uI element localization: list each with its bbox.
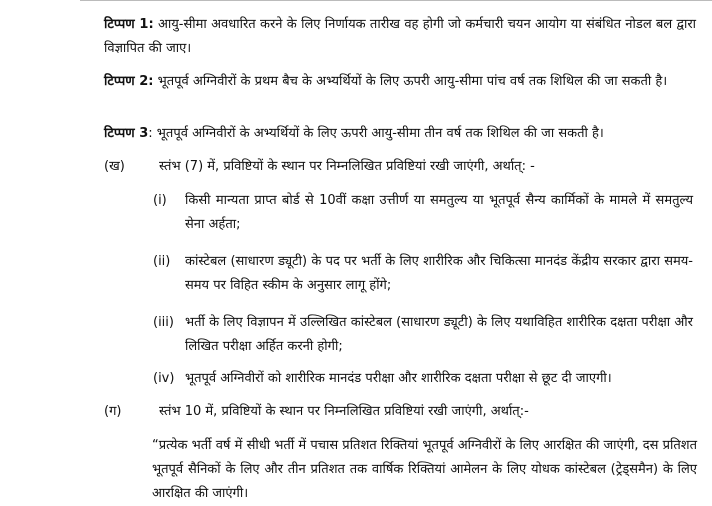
item-iii-number: (iii) (153, 315, 174, 330)
item-i-number: (i) (153, 193, 167, 208)
note-1 (104, 13, 696, 61)
section-kha-label: (ख) (104, 159, 125, 174)
note-1-label: टिप्पण 1: (104, 17, 154, 32)
note-3 (104, 122, 696, 146)
note-2-label: टिप्पण 2: (104, 74, 154, 89)
item-ii-text: कांस्टेबल (साधारण ड्यूटी) के पद पर भर्ती के लिए शारीरिक और चिकित्सा मानदंड केंद्रीय सरकार द्वारा समय-समय पर विहित स्कीम के अनुसार लागू होंगे; (185, 254, 693, 293)
section-kha-text: स्तंभ (7) में, प्रविष्टियों के स्थान पर निम्नलिखित प्रविष्टियां रखी जाएंगी, अर्थात्: - (159, 159, 535, 174)
note-1-text: आयु-सीमा अवधारित करने के लिए निर्णायक तारीख वह होगी जो कर्मचारी चयन आयोग या संबंधित नोडल बल द्वारा विज्ञापित की जाए। (104, 17, 696, 56)
note-2 (104, 70, 696, 94)
section-ga-quote: “प्रत्येक भर्ती वर्ष में सीधी भर्ती में पचास प्रतिशत रिक्तियां भूतपूर्व अग्निवीरों के लिए आरक्षित की जाएंगी, दस प्रतिशत भूतपूर्व सैनिकों के लिए और तीन प्रतिशत तक वार्षिक रिक्तियां आमेलन के लिए योधक कांस्टेबल (ट्रेड्समैन) के लिए आरक्षित की जाएंगी। (152, 438, 697, 501)
item-iii-text: भर्ती के लिए विज्ञापन में उल्लिखित कांस्टेबल (साधारण ड्यूटी) के लिए यथाविहित शारीरिक दक्षता परीक्षा और लिखित परीक्षा अर्हित करनी होगी; (185, 315, 693, 354)
note-3-text: : भूतपूर्व अग्निवीरों के अभ्यर्थियों के लिए ऊपरी आयु-सीमा तीन वर्ष तक शिथिल की जा सकती है। (148, 126, 604, 141)
section-ga-label: (ग) (104, 404, 122, 419)
item-iv-text: भूतपूर्व अग्निवीरों को शारीरिक मानदंड परीक्षा और शारीरिक दक्षता परीक्षा से छूट दी जाएगी। (185, 371, 612, 386)
note-3-label: टिप्पण 3 (104, 126, 149, 141)
item-i-text: किसी मान्यता प्राप्त बोर्ड से 10वीं कक्षा उत्तीर्ण या समतुल्य या भूतपूर्व सैन्य कार्मिकों के मामले में समतुल्य सेना अर्हता; (185, 193, 693, 232)
item-iv-number: (iv) (153, 371, 175, 386)
top-rule (80, 0, 712, 1)
item-ii-number: (ii) (153, 254, 171, 269)
note-2-text: भूतपूर्व अग्निवीरों के प्रथम बैच के अभ्यर्थियों के लिए ऊपरी आयु-सीमा पांच वर्ष तक शिथिल की जा सकती है। (153, 74, 668, 89)
section-ga-text: स्तंभ 10 में, प्रविष्टियों के स्थान पर निम्नलिखित प्रविष्टियां रखी जाएंगी, अर्थात्:- (159, 404, 529, 419)
